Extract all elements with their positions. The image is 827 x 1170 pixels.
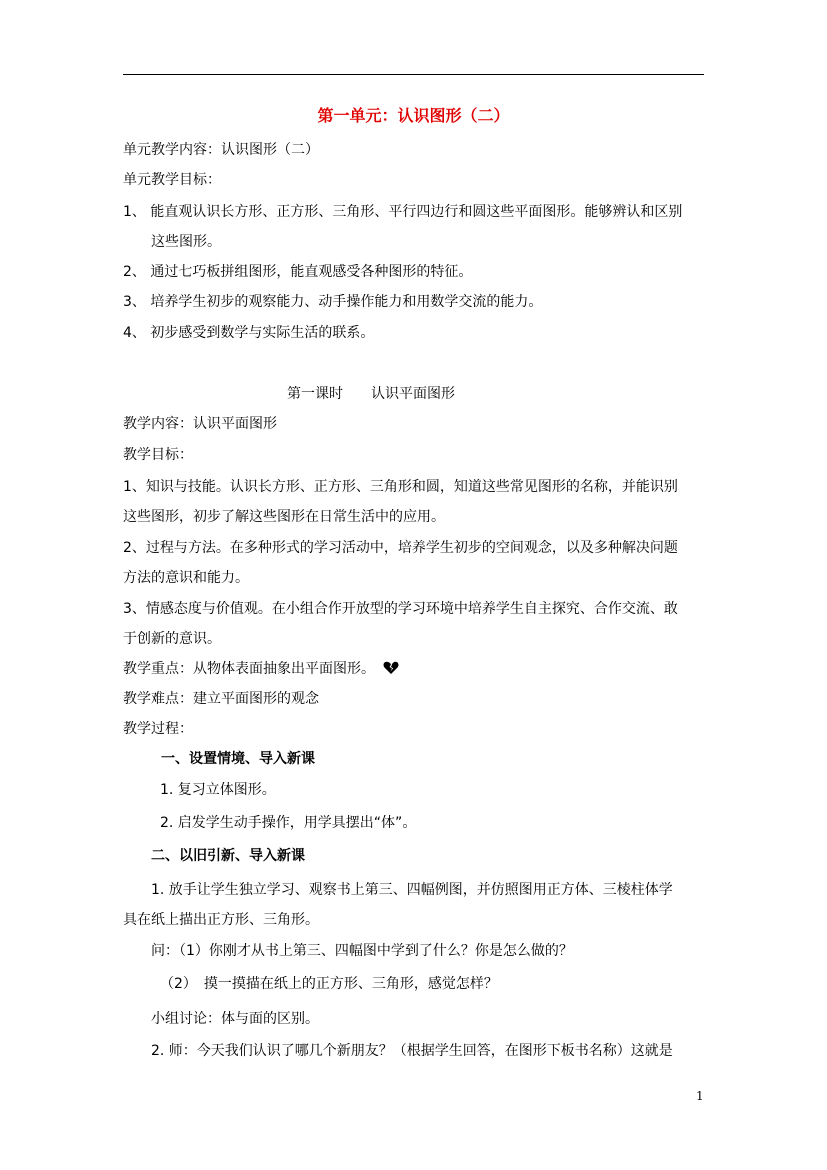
- section2-line: （2） 摸一摸描在纸上的正方形、三角形，感觉怎样？: [160, 976, 498, 992]
- lesson-content: 教学内容：认识平面图形: [123, 416, 277, 432]
- section1-item: 1. 复习立体图形。: [160, 782, 276, 798]
- lesson-goal-line: 这些图形，初步了解这些图形在日常生活中的应用。: [123, 509, 445, 525]
- lesson-goal-line: 方法的意识和能力。: [123, 570, 249, 586]
- header-rule: [123, 74, 704, 75]
- unit-content: 单元教学内容：认识图形（二）: [123, 142, 319, 158]
- lesson-goal-line: 2、过程与方法。在多种形式的学习活动中，培养学生初步的空间观念，以及多种解决问题: [123, 540, 678, 556]
- section2-line: 小组讨论：体与面的区别。: [151, 1011, 319, 1027]
- unit-goal-line: 这些图形。: [151, 234, 221, 250]
- section1-heading: 一、设置情境、导入新课: [161, 751, 315, 767]
- unit-goals-label: 单元教学目标：: [123, 172, 221, 188]
- unit-goal-line: 4、 初步感受到数学与实际生活的联系。: [123, 325, 375, 341]
- section2-line: 1. 放手让学生独立学习、观察书上第三、四幅例图，并仿照图用正方体、三棱柱体学: [151, 882, 673, 898]
- lesson-heading: 第一课时 认识平面图形: [287, 386, 455, 402]
- lesson-goals-label: 教学目标：: [123, 447, 193, 463]
- lesson-goal-line: 于创新的意识。: [123, 631, 221, 647]
- page-number: 1: [696, 1089, 704, 1103]
- unit-goal-line: 1、 能直观认识长方形、正方形、三角形、平行四边行和圆这些平面图形。能够辨认和区别: [123, 204, 683, 220]
- section2-line: 具在纸上描出正方形、三角形。: [123, 912, 319, 928]
- unit-goal-line: 3、 培养学生初步的观察能力、动手操作能力和用数学交流的能力。: [123, 294, 543, 310]
- process-label: 教学过程：: [123, 721, 193, 737]
- section2-line: 问：（1）你刚才从书上第三、四幅图中学到了什么？你是怎么做的？: [151, 943, 573, 959]
- unit-goal-line: 2、 通过七巧板拼组图形，能直观感受各种图形的特征。: [123, 264, 473, 280]
- difficulty: 教学难点：建立平面图形的观念: [123, 691, 319, 707]
- key-point-row: [123, 661, 399, 679]
- key-point: 教学重点：从物体表面抽象出平面图形。: [123, 661, 375, 677]
- section2-heading: 二、以旧引新、导入新课: [151, 848, 305, 864]
- document-title: 第一单元：认识图形（二）: [317, 106, 510, 125]
- section2-line: 2. 师：今天我们认识了哪几个新朋友？（根据学生回答，在图形下板书名称）这就是: [151, 1043, 673, 1059]
- lesson-goal-line: 1、知识与技能。认识长方形、正方形、三角形和圆，知道这些常见图形的名称，并能识别: [123, 479, 678, 495]
- broken-heart-icon: [383, 661, 399, 679]
- section1-item: 2. 启发学生动手操作，用学具摆出“体”。: [160, 815, 417, 831]
- lesson-goal-line: 3、情感态度与价值观。在小组合作开放型的学习环境中培养学生自主探究、合作交流、敢: [123, 601, 678, 617]
